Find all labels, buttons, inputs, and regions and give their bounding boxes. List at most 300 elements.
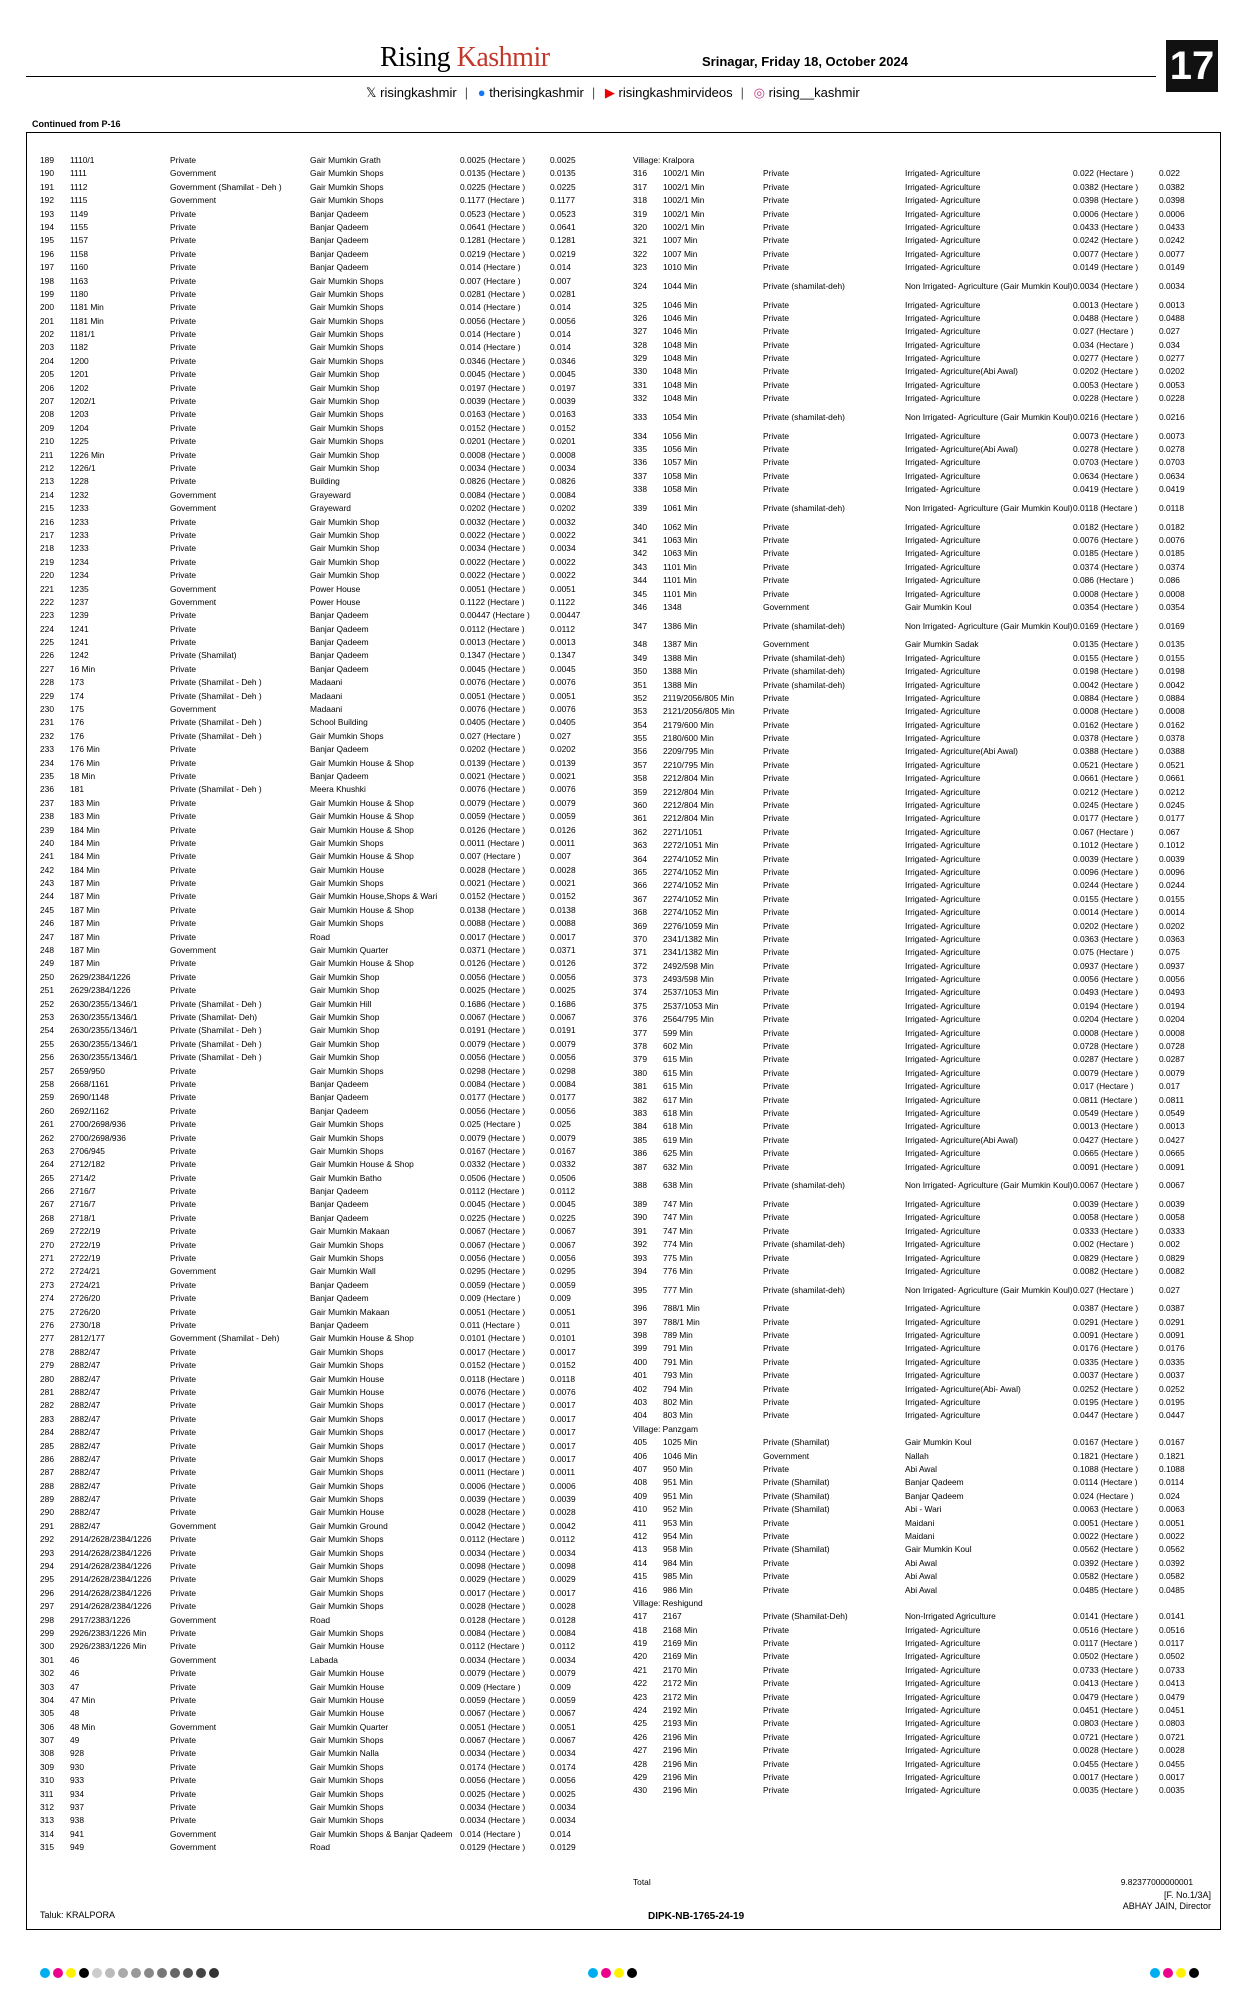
serial-cell: 232 [40,730,54,741]
area-cell: 0.0084 (Hectare ) [460,1627,526,1638]
khasra-cell: 1007 Min [663,248,698,259]
table-row [40,1132,614,1145]
serial-cell: 231 [40,717,54,728]
table-row [40,1011,614,1024]
table-row [633,652,1205,665]
land-class-cell: Gair Mumkin Nalla [310,1748,379,1759]
area-cell: 0.007 (Hectare ) [460,851,521,862]
table-row [40,1038,614,1051]
land-class-cell: Banjar Qadeem [310,744,369,755]
ownership-cell: Private [763,1265,790,1276]
khasra-cell: 176 [70,730,84,741]
land-class-cell: Irrigated- Agriculture [905,262,981,273]
area-value-cell: 0.0201 [550,436,576,447]
khasra-cell: 187 Min [70,904,100,915]
area-value-cell: 0.0022 [1159,1530,1185,1541]
area-cell: 0.0295 (Hectare ) [460,1266,526,1277]
khasra-cell: 2119/2056/805 Min [663,692,735,703]
area-cell: 0.0032 (Hectare ) [460,516,526,527]
ownership-cell: Private [170,1319,197,1330]
table-row [633,443,1205,456]
land-class-cell: Gair Mumkin Shop [310,462,380,473]
khasra-cell: 984 Min [663,1557,693,1568]
area-value-cell: 0.0937 [1159,960,1185,971]
area-value-cell: 0.0042 [1159,679,1185,690]
area-value-cell: 0.0011 [550,837,575,848]
land-class-cell: Irrigated- Agriculture [905,1239,981,1250]
table-row [40,864,614,877]
khasra-cell: 1348 [663,601,682,612]
serial-cell: 257 [40,1065,54,1076]
ownership-cell: Private [763,1303,790,1314]
table-row [40,1265,614,1278]
table-row [633,1329,1205,1342]
area-cell: 0.034 (Hectare ) [1073,339,1134,350]
ownership-cell: Private [170,1427,197,1438]
ownership-cell: Private [763,786,790,797]
table-row [40,395,614,408]
land-class-cell: Irrigated- Agriculture [905,759,981,770]
area-cell: 0.0059 (Hectare ) [460,1279,526,1290]
serial-cell: 375 [633,1000,647,1011]
serial-cell: 276 [40,1319,54,1330]
ownership-cell: Government [763,1450,810,1461]
table-row [633,1624,1205,1637]
area-value-cell: 0.0228 [1159,393,1185,404]
ownership-cell: Private [170,1239,197,1250]
area-cell: 0.0141 (Hectare ) [1073,1611,1139,1622]
table-row [633,1094,1205,1107]
land-class-cell: Irrigated- Agriculture(Abi- Awal) [905,1383,1021,1394]
serial-cell: 333 [633,411,647,422]
ownership-cell: Private [170,543,197,554]
ownership-cell: Private [170,824,197,835]
khasra-cell: 2882/47 [70,1520,101,1531]
land-class-cell: Irrigated- Agriculture [905,1121,981,1132]
land-class-cell: Irrigated- Agriculture [905,1014,981,1025]
table-row [633,1278,1205,1302]
table-row [40,1024,614,1037]
social-youtube[interactable] [605,85,733,100]
khasra-cell: 2629/2384/1226 [70,971,131,982]
table-row [633,665,1205,678]
serial-cell: 302 [40,1668,54,1679]
serial-cell: 396 [633,1303,647,1314]
table-row [40,154,614,167]
serial-cell: 229 [40,690,54,701]
table-row [40,1506,614,1519]
area-value-cell: 0.0191 [550,1025,576,1036]
area-value-cell: 0.007 [550,275,571,286]
area-value-cell: 0.0076 [1159,534,1185,545]
ownership-cell: Private [170,342,197,353]
khasra-cell: 2564/795 Min [663,1014,714,1025]
area-cell: 0.0516 (Hectare ) [1073,1624,1139,1635]
ownership-cell: Private [763,1758,790,1769]
table-row [40,1065,614,1078]
land-class-cell: Gair Mumkin Shops [310,1413,384,1424]
area-cell: 0.0084 (Hectare ) [460,489,526,500]
serial-cell: 243 [40,878,54,889]
ownership-cell: Private [170,985,197,996]
serial-cell: 356 [633,746,647,757]
ownership-cell: Private [170,770,197,781]
table-row [633,1610,1205,1623]
table-row [633,1013,1205,1026]
khasra-cell: 2914/2628/2384/1226 [70,1601,152,1612]
area-value-cell: 0.0479 [1159,1691,1185,1702]
khasra-cell: 928 [70,1748,84,1759]
table-row [40,1399,614,1412]
area-cell: 0.0017 (Hectare ) [1073,1771,1139,1782]
social-facebook[interactable] [478,85,584,100]
land-class-cell: Irrigated- Agriculture [905,1303,981,1314]
serial-cell: 429 [633,1771,647,1782]
land-class-cell: Gair Mumkin Koul [905,1544,972,1555]
area-cell: 0.0042 (Hectare ) [1073,679,1139,690]
serial-cell: 339 [633,502,647,513]
area-value-cell: 0.0025 [550,1788,576,1799]
table-row [633,181,1205,194]
land-class-cell: Irrigated- Agriculture [905,299,981,310]
khasra-cell: 2193 Min [663,1718,698,1729]
area-cell: 0.0112 (Hectare ) [460,1641,525,1652]
table-row [633,679,1205,692]
table-row [40,301,614,314]
logo-rising: Rising [380,42,451,73]
serial-cell: 390 [633,1212,647,1223]
table-row [40,181,614,194]
area-cell: 0.0118 (Hectare ) [1073,502,1138,513]
ownership-cell: Private [763,1161,790,1172]
serial-cell: 412 [633,1530,647,1541]
area-cell: 0.0059 (Hectare ) [460,811,526,822]
ownership-cell: Private [170,891,197,902]
ownership-cell: Private [763,706,790,717]
area-value-cell: 0.0045 [550,369,576,380]
land-class-cell: Gair Mumkin Hill [310,998,372,1009]
land-class-cell: Irrigated- Agriculture [905,1161,981,1172]
area-cell: 0.0039 (Hectare ) [1073,1198,1139,1209]
land-class-cell: Gair Mumkin Shop [310,1012,380,1022]
table-row [40,221,614,234]
land-class-cell: Gair Mumkin Shops [310,315,384,326]
table-row [40,944,614,957]
area-value-cell: 0.0039 [1159,853,1185,864]
land-class-cell: Irrigated- Agriculture [905,1081,981,1092]
khasra-cell: 2659/950 [70,1065,105,1076]
table-row [633,1650,1205,1663]
serial-cell: 301 [40,1654,54,1665]
ownership-cell: Private [763,1370,790,1381]
area-value-cell: 0.0006 [550,1480,576,1491]
serial-cell: 300 [40,1641,54,1652]
area-cell: 0.0051 (Hectare ) [460,1306,526,1317]
table-row [40,1292,614,1305]
serial-cell: 189 [40,155,54,165]
table-row [633,812,1205,825]
table-row [633,1080,1205,1093]
area-value-cell: 0.0506 [550,1172,576,1183]
khasra-cell: 791 Min [663,1343,693,1354]
serial-cell: 261 [40,1119,54,1130]
area-value-cell: 0.0485 [1159,1584,1185,1595]
khasra-cell: 1182 [70,342,89,353]
ownership-cell: Private [170,436,197,447]
land-class-cell: Irrigated- Agriculture [905,208,981,219]
land-class-cell: Gair Mumkin Shops [310,1346,384,1357]
land-class-cell: School Building [310,717,368,728]
area-cell: 0.0202 (Hectare ) [460,503,526,514]
serial-cell: 326 [633,312,647,323]
area-value-cell: 0.0034 [550,1654,576,1665]
social-x[interactable] [366,85,457,100]
khasra-cell: 1111 [70,168,87,179]
table-row [40,1480,614,1493]
land-class-cell: Gair Mumkin Shop [310,529,380,540]
area-cell: 0.0447 (Hectare ) [1073,1410,1139,1421]
serial-cell: 274 [40,1293,54,1304]
land-class-cell: Irrigated- Agriculture(Abi Awal) [905,746,1018,757]
ownership-cell: Private [763,1108,790,1118]
land-class-cell: Gair Mumkin Makaan [310,1306,390,1317]
area-value-cell: 0.0118 [550,1373,575,1384]
area-value-cell: 0.0185 [1159,548,1185,559]
ownership-cell: Private [763,1252,790,1263]
serial-cell: 371 [633,947,647,958]
ownership-cell: Private [170,1373,197,1384]
khasra-cell: 2274/1052 Min [663,893,719,904]
khasra-cell: 1048 Min [663,353,698,364]
khasra-cell: 949 [70,1842,84,1853]
serial-cell: 364 [633,853,647,864]
table-row [40,1801,614,1814]
khasra-cell: 1046 Min [663,1450,698,1461]
land-class-cell: Gair Mumkin House [310,1681,385,1692]
area-value-cell: 0.0413 [1159,1678,1185,1689]
khasra-cell: 1237 [70,596,89,607]
left-table [40,154,614,1855]
khasra-cell: 46 [70,1668,80,1679]
area-cell: 0.0017 (Hectare ) [460,1587,526,1598]
table-row [40,957,614,970]
ownership-cell: Private [763,1731,790,1742]
ownership-cell: Private (Shamilat - Deh ) [170,1052,262,1063]
ownership-cell: Government [170,195,217,206]
land-class-cell: Irrigated- Agriculture [905,168,981,179]
land-class-cell: Irrigated- Agriculture [905,692,981,703]
ownership-cell: Private [763,1054,790,1065]
serial-cell: 330 [633,366,647,377]
khasra-cell: 1002/1 Min [663,195,705,206]
serial-cell: 253 [40,1012,54,1022]
land-class-cell: Irrigated- Agriculture [905,800,981,811]
serial-cell: 213 [40,476,54,487]
area-cell: 0.0082 (Hectare ) [1073,1265,1139,1276]
land-class-cell: Irrigated- Agriculture [905,1370,981,1381]
area-cell: 0.0017 (Hectare ) [460,1453,526,1464]
table-row [40,1520,614,1533]
table-row [633,1744,1205,1757]
khasra-cell: 2724/21 [70,1266,101,1277]
land-class-cell: Gair Mumkin Shops [310,1627,384,1638]
area-value-cell: 0.0079 [550,797,576,808]
ownership-cell: Private [170,409,197,420]
khasra-cell: 1063 Min [663,548,698,559]
land-class-cell: Gair Mumkin Shops [310,342,384,353]
ownership-cell: Private [763,1067,790,1078]
land-class-cell: Gair Mumkin Shops [310,329,384,340]
ownership-cell: Private [170,1815,197,1826]
khasra-cell: 2726/20 [70,1293,101,1304]
ownership-cell: Private [170,851,197,862]
area-value-cell: 0.0034 [550,1547,576,1558]
area-cell: 0.0067 (Hectare ) [460,1012,526,1022]
ownership-cell: Private [170,1226,197,1237]
area-cell: 0.0138 (Hectare ) [460,904,526,915]
area-cell: 0.0502 (Hectare ) [1073,1651,1139,1662]
khasra-cell: 48 Min [70,1721,96,1732]
serial-cell: 211 [40,449,54,460]
land-class-cell: Power House [310,583,361,594]
serial-cell: 322 [633,248,647,259]
area-value-cell: 0.0051 [550,583,576,594]
ownership-cell: Private [170,904,197,915]
land-class-cell: Banjar Qadeem [310,1092,369,1103]
table-row [633,234,1205,247]
khasra-cell: 2274/1052 Min [663,853,719,864]
serial-cell: 352 [633,692,647,703]
area-cell: 0.0028 (Hectare ) [460,864,526,875]
land-class-cell: Gair Mumkin House & Shop [310,851,414,862]
area-value-cell: 0.0291 [1159,1316,1185,1327]
area-value-cell: 0.1821 [1159,1450,1185,1461]
khasra-cell: 1387 Min [663,639,698,650]
area-cell: 0.0163 (Hectare ) [460,409,526,420]
ownership-cell: Private [170,476,197,487]
area-value-cell: 0.0067 [1159,1180,1185,1191]
area-value-cell: 0.0008 [1159,706,1185,717]
ownership-cell: Private (Shamilat - Deh ) [170,1038,262,1049]
khasra-cell: 1181 Min [70,302,104,313]
area-cell: 0.0076 (Hectare ) [460,704,526,715]
table-row [633,1771,1205,1784]
land-class-cell: Irrigated- Agriculture [905,353,981,364]
table-row [633,1731,1205,1744]
land-class-cell: Banjar Qadeem [310,623,369,634]
khasra-cell: 2914/2628/2384/1226 [70,1561,152,1572]
serial-cell: 408 [633,1477,647,1488]
land-class-cell: Irrigated- Agriculture [905,1265,981,1276]
area-cell: 0.0387 (Hectare ) [1073,1303,1139,1314]
area-value-cell: 0.0252 [1159,1383,1185,1394]
serial-cell: 272 [40,1266,54,1277]
table-row [633,312,1205,325]
ownership-cell: Private [170,1253,197,1264]
area-value-cell: 0.0198 [1159,666,1185,677]
serial-cell: 406 [633,1450,647,1461]
area-cell: 0.0008 (Hectare ) [1073,588,1139,599]
land-class-cell: Gair Mumkin Shop [310,543,380,554]
ownership-cell: Private [763,521,790,532]
area-value-cell: 0.0346 [550,355,576,366]
serial-cell: 363 [633,840,647,851]
khasra-cell: 1234 [70,570,89,581]
area-value-cell: 0.0056 [550,1253,576,1264]
table-row [633,866,1205,879]
khasra-cell: 632 Min [663,1161,693,1172]
table-row [40,1453,614,1466]
khasra-cell: 774 Min [663,1239,693,1250]
table-row [40,502,614,515]
serial-cell: 423 [633,1691,647,1702]
area-cell: 0.1012 (Hectare ) [1073,840,1139,851]
land-class-cell: Gair Mumkin Shops [310,1467,384,1478]
ownership-cell: Private [763,366,790,377]
ownership-cell: Private [763,1316,790,1327]
area-value-cell: 0.0073 [1159,430,1185,441]
land-class-cell: Gair Mumkin Shops [310,1775,384,1786]
serial-cell: 285 [40,1440,54,1451]
ownership-cell: Private [763,326,790,337]
serial-cell: 313 [40,1815,54,1826]
ownership-cell: Private (shamilat-deh) [763,411,845,422]
ownership-cell: Private [170,382,197,393]
land-class-cell: Gair Mumkin Shops [310,409,384,420]
ownership-cell: Private [763,235,790,246]
khasra-cell: 1002/1 Min [663,168,705,179]
area-value-cell: 0.027 [550,730,571,741]
khasra-cell: 1101 Min [663,561,697,572]
table-row [633,1557,1205,1570]
land-class-cell: Abi Awal [905,1584,937,1595]
ownership-cell: Private [170,1788,197,1799]
area-cell: 0.014 (Hectare ) [460,262,521,273]
area-value-cell: 0.0008 [550,449,576,460]
area-cell: 0.0022 (Hectare ) [460,556,526,567]
khasra-cell: 1160 [70,262,89,273]
serial-cell: 343 [633,561,647,572]
ownership-cell: Private [170,958,197,969]
land-class-cell: Gair Mumkin Shops [310,1065,384,1076]
area-cell: 0.0091 (Hectare ) [1073,1161,1139,1172]
land-class-cell: Irrigated- Agriculture [905,534,981,545]
serial-cell: 409 [633,1490,647,1501]
serial-cell: 222 [40,596,54,607]
area-cell: 0.0079 (Hectare ) [1073,1067,1139,1078]
khasra-cell: 953 Min [663,1517,693,1528]
serial-cell: 247 [40,931,54,942]
serial-cell: 385 [633,1134,647,1145]
khasra-cell: 2914/2628/2384/1226 [70,1574,152,1585]
area-cell: 0.0333 (Hectare ) [1073,1225,1139,1236]
serial-cell: 271 [40,1253,54,1264]
area-value-cell: 0.0728 [1159,1041,1185,1052]
area-cell: 0.0077 (Hectare ) [1073,248,1139,259]
serial-cell: 332 [633,393,647,404]
social-instagram[interactable] [754,85,860,100]
ownership-cell: Private [763,1148,790,1159]
area-value-cell: 0.0013 [550,637,576,648]
ownership-cell: Private [170,1159,197,1170]
area-value-cell: 0.0204 [1159,1014,1185,1025]
ownership-cell: Private [170,1186,197,1197]
ownership-cell: Private [170,1641,197,1652]
land-class-cell: Abi - Wari [905,1504,942,1515]
land-class-cell: Non Irrigated- Agriculture (Gair Mumkin Koul) [905,413,1073,423]
area-cell: 0.0135 (Hectare ) [1073,639,1139,650]
area-value-cell: 0.0139 [550,757,576,768]
